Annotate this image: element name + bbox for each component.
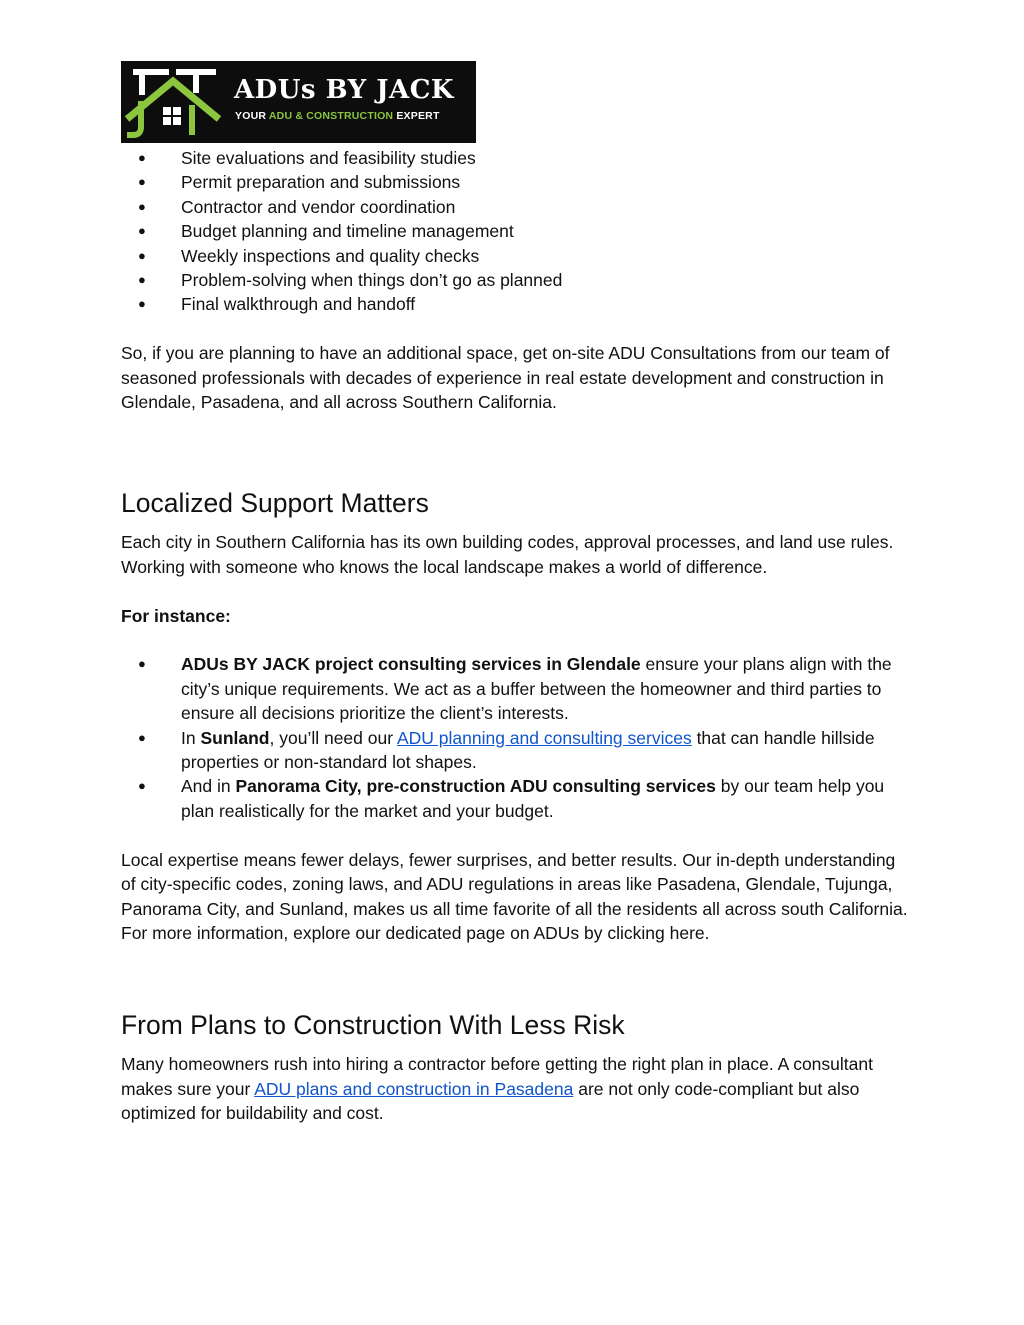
document-body — [121, 146, 911, 1126]
list-item: ● Weekly inspections and quality checks — [121, 244, 911, 268]
risk-paragraph: Many homeowners rush into hiring a contractor before getting the right plan in place. A consultant makes sure your ADU plans and construction in Pasadena are not only code-compliant but also optimized for buildability and cost. — [121, 1054, 873, 1124]
list-item-panorama-city: ● And in Panorama City, pre-construction ADU consulting services by our team help you plan realistically for the market and your budget. — [121, 774, 911, 823]
services-list — [121, 146, 911, 317]
for-instance-label: For instance: — [121, 605, 231, 626]
list-item-glendale: ● ADUs BY JACK project consulting services in Glendale ensure your plans align with the city’s unique requirements. We act as a buffer between the homeowner and third parties to ensure all decisions prioritize the client’s interests. — [121, 652, 911, 725]
house-logo-icon — [121, 61, 233, 143]
logo-name: ADUs BY JACK — [234, 75, 454, 105]
instance-list — [121, 652, 911, 823]
adu-planning-consulting-link[interactable]: ADU planning and consulting services — [396, 727, 692, 748]
list-item: ● Contractor and vendor coordination — [121, 195, 911, 219]
localized-paragraph: Each city in Southern California has its own building codes, approval processes, and land use rules. Working with someone who knows the local landscape makes a world of difference. — [121, 532, 894, 577]
adu-plans-pasadena-link[interactable]: ADU plans and construction in Pasadena — [254, 1078, 574, 1099]
intro-paragraph: So, if you are planning to have an additional space, get on-site ADU Consultations from our team of seasoned professionals with decades of experience in real estate development and construction in Glendale, Pasadena, and all across Southern California. — [121, 343, 890, 413]
closing-paragraph: Local expertise means fewer delays, fewer surprises, and better results. Our in-depth understanding of city-specific codes, zoning laws, and ADU regulations in areas like Pasadena, Glendale, Tujunga, Panorama City, and Sunland, makes us all time favorite of all the residents all across south California. For more information, explore our dedicated page on ADUs by clicking here. — [121, 849, 908, 943]
list-item: ● Permit preparation and submissions — [121, 170, 911, 194]
list-item: ● Final walkthrough and handoff — [121, 292, 911, 316]
section-heading-localized-support: Localized Support Matters — [121, 488, 429, 519]
list-item: ● Site evaluations and feasibility studies — [121, 146, 911, 170]
section-heading-less-risk: From Plans to Construction With Less Risk — [121, 1010, 625, 1041]
company-logo — [121, 61, 476, 143]
list-item: ● Budget planning and timeline management — [121, 219, 911, 243]
list-item-sunland: ● In Sunland, you’ll need our ADU planning and consulting services that can handle hillside properties or non-standard lot shapes. — [121, 726, 911, 775]
list-item: ● Problem-solving when things don’t go as planned — [121, 268, 911, 292]
logo-tagline: YOUR ADU & CONSTRUCTION EXPERT — [235, 110, 440, 122]
